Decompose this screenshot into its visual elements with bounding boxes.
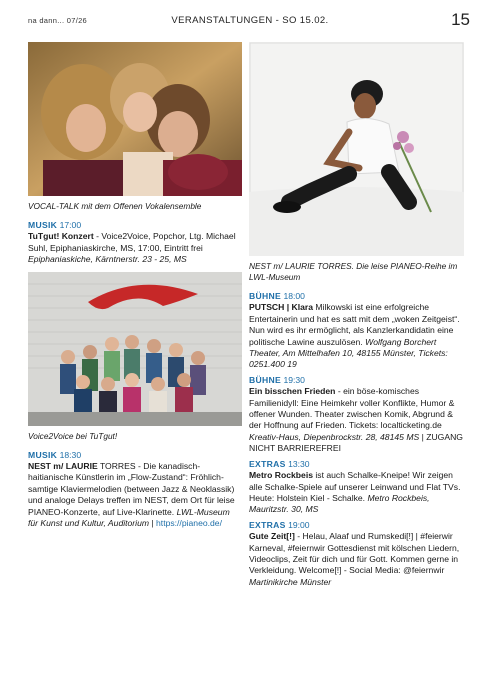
event-category: EXTRAS: [249, 519, 286, 530]
event-category: MUSIK: [28, 449, 58, 460]
event-category: MUSIK: [28, 220, 58, 230]
event-time: 17:00: [59, 220, 82, 230]
section-title: VERANSTALTUNGEN - SO 15.02.: [171, 15, 329, 26]
event-title: PUTSCH | Klara: [249, 302, 314, 313]
event-title: NEST m/ LAURIE: [28, 461, 98, 472]
pianeo-link[interactable]: https://pianeo.de/: [156, 518, 222, 529]
event-description: - Helau, Alaaf und Rumskedi[!] | #feierwir Karneval, #feiernwir Gottesdienst mit kölschen Liedern, Videoclips, Zeit für dich und für Gott. Kommen gerne in Verkleidung. Welcome[!] - Social Media: @feiernwir: [249, 531, 460, 576]
event-title: TuTgut! Konzert: [28, 231, 94, 242]
right-column: [249, 42, 464, 588]
event-time: 18:00: [283, 291, 305, 301]
event-venue: Metro Rockbeis, Mauritzstr. 30, MS: [249, 492, 430, 515]
event-title: Ein bisschen Frieden: [249, 386, 336, 397]
event-venue: Wolfgang Borchert Theater, Am Mittelhafen 10, 48155 Münster, Tickets: 0251.400 19: [249, 336, 448, 370]
event-title: Metro Rockbeis: [249, 470, 313, 481]
photo-vocal-ensemble: [28, 42, 242, 196]
event-title: Gute Zeit[!]: [249, 531, 295, 542]
page-number: 15: [451, 10, 470, 29]
photo-caption-vocal: VOCAL-TALK mit dem Offenen Vokalensemble: [28, 201, 202, 211]
photo-caption-laurie: NEST m/ LAURIE TORRES. Die leise PIANEO-Reihe im LWL-Museum: [249, 261, 458, 282]
event-tutgut: [28, 220, 242, 266]
magazine-issue: na dann... 07/26: [28, 16, 88, 25]
event-description: ist auch Schalke-Kneipe! Wir zeigen alle Schalke-Spiele auf unserer Leinwand und Flat TVs. Heute: Holstein Kiel - Schalke.: [249, 470, 461, 503]
event-ein-bisschen-frieden: [249, 375, 464, 455]
event-category: EXTRAS: [249, 458, 286, 469]
event-nest-laurie: [28, 450, 242, 530]
event-time: 13:30: [288, 458, 310, 469]
access-note: | ZUGANG NICHT BARRIEREFREI: [249, 431, 463, 454]
separator: |: [149, 518, 157, 529]
event-metro-rockbeis: [249, 459, 464, 516]
event-category: BÜHNE: [249, 291, 282, 301]
event-time: 19:30: [283, 374, 305, 385]
left-column: [28, 42, 242, 529]
event-venue: LWL-Museum für Kunst und Kultur, Auditorium: [28, 506, 230, 529]
event-venue: Epiphaniaskiche, Kärntnerstr. 23 - 25, MS: [28, 254, 187, 265]
event-time: 18:30: [59, 449, 82, 460]
event-description: TORRES - Die kanadisch-haitianische Künstlerin im „Flow-Zustand“: Fröhlich-samtige Klaviermelodien (between Jazz & Neoklassik) und analoge Delays treffen im NEST, dem Ort für leise PIANEO-Konzerte, auf Live-Klarinette.: [28, 461, 235, 517]
event-gute-zeit: [249, 520, 464, 588]
photo-caption-voice2voice: Voice2Voice bei TuTgut!: [28, 430, 118, 441]
event-description: - ein böse-komisches Familienidyll: Eine Heimkehr voller Konflikte, Humor & offener Wunden. Theater zwischen Komik, Abgrund & der Hoffnung auf Frieden. Tickets: localticketing.de: [249, 386, 455, 431]
photo-voice2voice: [28, 272, 242, 426]
event-time: 19:00: [288, 519, 310, 530]
event-description: - Voice2Voice, Popchor, Ltg. Michael Suhl, Epiphaniaskirche, MS, 17:00, Eintritt frei: [28, 231, 236, 253]
event-putsch: [249, 291, 464, 371]
event-venue: Kreativ-Haus, Diepenbrockstr. 28, 48145 MS: [249, 431, 420, 442]
photo-laurie-torres: [249, 42, 464, 256]
event-venue: Martinikirche Münster: [249, 576, 332, 587]
event-description: Milkowski ist eine erfolgreiche Entertainerin und hat es satt mit dem „woken Zeitgeist“. Nun wird es ihr ermöglicht, als Kanzlerkandidatin eine politische Lawine auszulösen.: [249, 302, 460, 347]
event-category: BÜHNE: [249, 374, 282, 385]
page-header: [28, 12, 472, 30]
